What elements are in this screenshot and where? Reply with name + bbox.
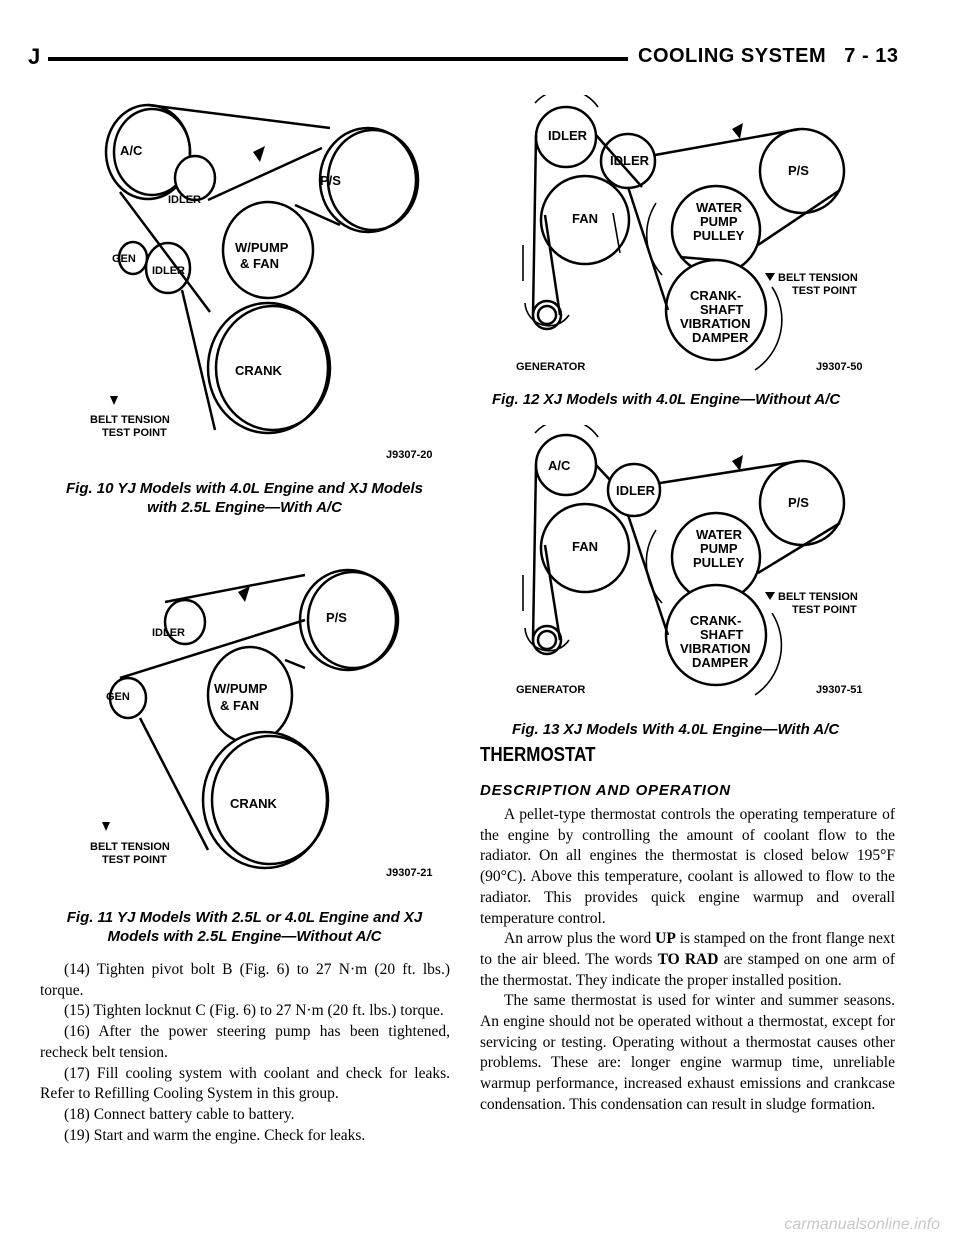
para2-text: is stamped on the front flange next to the air bleed. The words (480, 930, 895, 968)
para2-text: are stamped on one arm of the thermostat. They indicate the proper installed position. (480, 950, 895, 989)
fig10-belt-diagram (90, 100, 460, 470)
label-idler: IDLER (610, 153, 649, 168)
label-fan: & FAN (240, 256, 279, 271)
label-gen: GEN (112, 253, 136, 265)
tension-arrow (765, 273, 775, 281)
label-vibration: VIBRATION (680, 641, 751, 656)
fig13-belt-diagram (510, 425, 890, 710)
figure-code: J9307-50 (816, 361, 863, 373)
label-ac: A/C (548, 458, 571, 473)
label-test-point: TEST POINT (102, 854, 167, 866)
figure-code: J9307-21 (386, 867, 433, 879)
label-belt-tension: BELT TENSION (90, 414, 170, 426)
page-header (638, 45, 898, 68)
tension-arrow (110, 396, 118, 405)
tension-arrow (732, 123, 743, 139)
label-idler: IDLER (548, 128, 587, 143)
step-17: (17) Fill cooling system with coolant and check for leaks. Refer to Refilling Cooling System in this group. (40, 1064, 450, 1103)
label-fan: & FAN (220, 698, 259, 713)
label-belt-tension: BELT TENSION (778, 591, 858, 603)
label-fan: FAN (572, 211, 598, 226)
label-idler: IDLER (152, 627, 185, 639)
fig11-caption: Fig. 11 YJ Models With 2.5L or 4.0L Engine and XJ Models with 2.5L Engine—Without A/C (66, 909, 423, 945)
label-fan: FAN (572, 539, 598, 554)
tension-arrow (253, 146, 265, 162)
label-belt-tension: BELT TENSION (90, 841, 170, 853)
thermostat-body (480, 805, 895, 1116)
section-letter: J (28, 44, 41, 69)
step-14: (14) Tighten pivot bolt B (Fig. 6) to 27 N·m (20 ft. lbs.) torque. (40, 961, 450, 999)
label-crankshaft: CRANK- (690, 288, 742, 303)
label-ps: P/S (788, 163, 809, 178)
label-shaft: SHAFT (700, 627, 744, 642)
fig13-caption: Fig. 13 XJ Models With 4.0L Engine—With A/C (512, 721, 840, 738)
fig10-caption: Fig. 10 YJ Models with 4.0L Engine and XJ Models with 2.5L Engine—With A/C (65, 480, 424, 516)
label-wpump: W/PUMP (235, 240, 289, 255)
label-crank: CRANK (235, 363, 282, 378)
thermostat-para-2 (480, 929, 895, 991)
tension-arrow (102, 822, 110, 831)
thermostat-para-1: A pellet-type thermostat controls the operating temperature of the engine by controlling the amount of coolant flow to the radiator. On all engines the thermostat is closed below 195°F (90°C). Above this temperature, coolant is allowed to flow to the radiator. This provides quick engine warmup and overall temperature control. (480, 806, 895, 927)
label-test-point: TEST POINT (792, 285, 857, 297)
label-water: WATER (696, 527, 742, 542)
figure-code: J9307-51 (816, 684, 863, 696)
label-shaft: SHAFT (700, 302, 744, 317)
page-number: 7 - 13 (844, 45, 899, 67)
label-belt-tension: BELT TENSION (778, 272, 858, 284)
figure-code: J9307-20 (386, 449, 433, 461)
label-vibration: VIBRATION (680, 316, 751, 331)
step-15: (15) Tighten locknut C (Fig. 6) to 27 N·m (20 ft. lbs.) torque. (64, 1002, 444, 1020)
para2-up: UP (655, 930, 676, 948)
fig12-belt-diagram (510, 95, 890, 385)
step-19: (19) Start and warm the engine. Check for leaks. (64, 1126, 366, 1144)
header-rule (48, 57, 628, 61)
label-pump: PUMP (700, 541, 738, 556)
label-ps: P/S (326, 610, 347, 625)
step-16: (16) After the power steering pump has been tightened, recheck belt tension. (40, 1023, 450, 1061)
step-18: (18) Connect battery cable to battery. (64, 1105, 295, 1123)
tension-arrow (765, 592, 775, 600)
tension-arrow (732, 455, 743, 471)
label-crank: CRANK (230, 796, 277, 811)
subsection-title: DESCRIPTION AND OPERATION (480, 782, 731, 799)
fig11-belt-diagram (90, 560, 460, 900)
label-ps: P/S (788, 495, 809, 510)
label-generator: GENERATOR (516, 684, 586, 696)
label-ac: A/C (120, 143, 143, 158)
label-generator: GENERATOR (516, 361, 586, 373)
para2-to-rad: TO RAD (657, 950, 719, 968)
para2-text: An arrow plus the word (504, 930, 656, 948)
label-water: WATER (696, 200, 742, 215)
left-column-steps (40, 960, 450, 1146)
label-crankshaft: CRANK- (690, 613, 742, 628)
fig12-caption: Fig. 12 XJ Models with 4.0L Engine—Without A/C (492, 391, 841, 408)
label-pump: PUMP (700, 214, 738, 229)
label-idler: IDLER (168, 194, 201, 206)
header-title: COOLING SYSTEM (638, 45, 827, 67)
label-gen: GEN (106, 691, 130, 703)
label-test-point: TEST POINT (102, 427, 167, 439)
label-damper: DAMPER (692, 655, 749, 670)
label-wpump: W/PUMP (214, 681, 268, 696)
thermostat-para-3: The same thermostat is used for winter and summer seasons. An engine should not be operated without a thermostat, except for servicing or testing. Operating without a thermostat causes other problems. These are: longer engine warmup time, unreliable warmup performance, increased exhaust emissions and crankcase condensation. This condensation can result in sludge formation. (480, 992, 895, 1113)
watermark: carmanualsonline.info (784, 1216, 940, 1233)
label-pulley: PULLEY (693, 228, 745, 243)
label-pulley: PULLEY (693, 555, 745, 570)
label-idler: IDLER (152, 265, 185, 277)
label-idler: IDLER (616, 483, 655, 498)
label-damper: DAMPER (692, 330, 749, 345)
label-ps: P/S (320, 173, 341, 188)
section-title: THERMOSTAT (480, 744, 596, 766)
label-test-point: TEST POINT (792, 604, 857, 616)
